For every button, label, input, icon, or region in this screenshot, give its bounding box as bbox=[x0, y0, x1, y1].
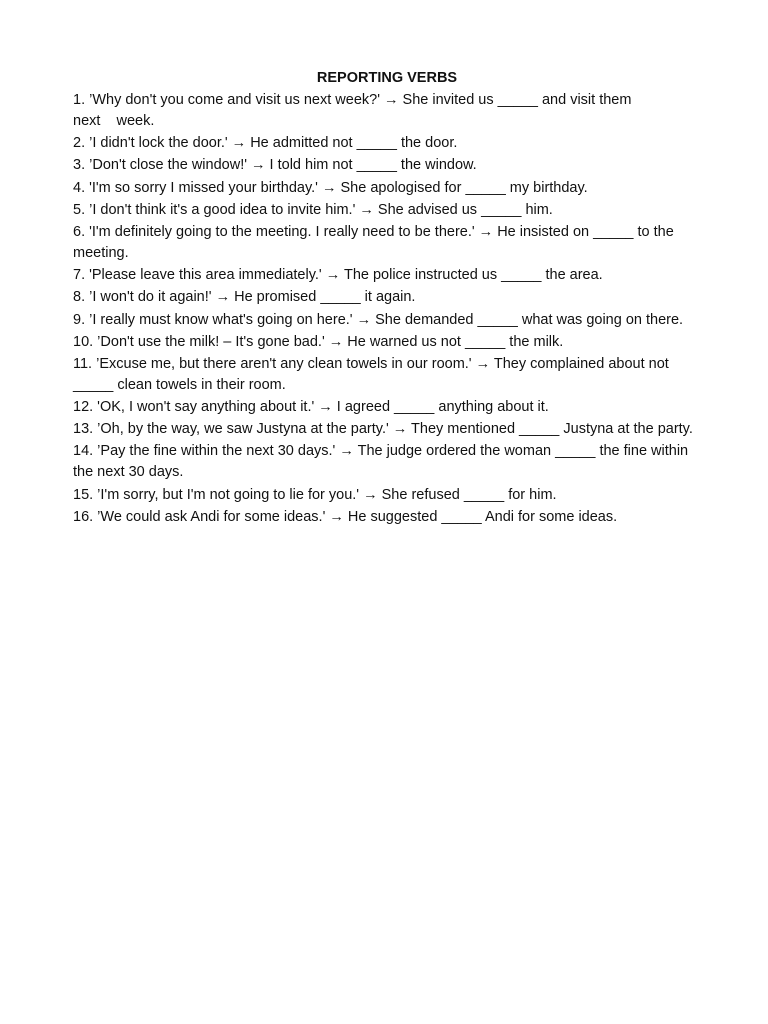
exercise-item-4: 4. 'I'm so sorry I missed your birthday.' → She apologised for _____ my birthday. bbox=[73, 179, 588, 196]
worksheet bbox=[73, 68, 701, 529]
exercise-item-10: 10. ’Don't use the milk! – It's gone bad.' → He warned us not _____ the milk. bbox=[73, 333, 564, 350]
exercise-item-11: 11. ’Excuse me, but there aren't any clean towels in our room.' → They complained about not _____ clean towels in their room. bbox=[73, 355, 669, 393]
exercise-item-14: 14. ’Pay the fine within the next 30 days.' → The judge ordered the woman _____ the fine within the next 30 days. bbox=[73, 443, 689, 481]
worksheet-title: REPORTING VERBS bbox=[316, 70, 458, 86]
exercise-item-7: 7. 'Please leave this area immediately.' → The police instructed us _____ the area. bbox=[73, 267, 603, 284]
exercise-item-6: 6. 'I'm definitely going to the meeting. I really need to be there.' → He insisted on _____ to the meeting. bbox=[73, 223, 674, 261]
exercise-item-5: 5. ’I don't think it's a good idea to invite him.' → She advised us _____ him. bbox=[73, 201, 553, 218]
exercise-item-3: 3. ’Don't close the window!' → I told him not _____ the window. bbox=[73, 157, 477, 174]
exercise-item-2: 2. ’I didn't lock the door.' → He admitted not _____ the door. bbox=[73, 135, 458, 152]
exercise-item-13: 13. ’Oh, by the way, we saw Justyna at the party.' → They mentioned _____ Justyna at the party. bbox=[73, 421, 693, 438]
exercise-item-9: 9. ’I really must know what's going on here.' → She demanded _____ what was going on there. bbox=[73, 311, 684, 328]
exercise-item-8: 8. ’I won't do it again!' → He promised _____ it again. bbox=[73, 289, 416, 306]
exercise-item-16: 16. ’We could ask Andi for some ideas.' → He suggested _____ Andi for some ideas. bbox=[73, 508, 618, 525]
exercise-item-1: 1. ’Why don't you come and visit us next week?' → She invited us _____ and visit them next week. bbox=[73, 92, 632, 129]
exercise-item-12: 12. 'OK, I won't say anything about it.' → I agreed _____ anything about it. bbox=[73, 399, 549, 416]
exercise-item-15: 15. ’I'm sorry, but I'm not going to lie for you.' → She refused _____ for him. bbox=[73, 486, 557, 503]
